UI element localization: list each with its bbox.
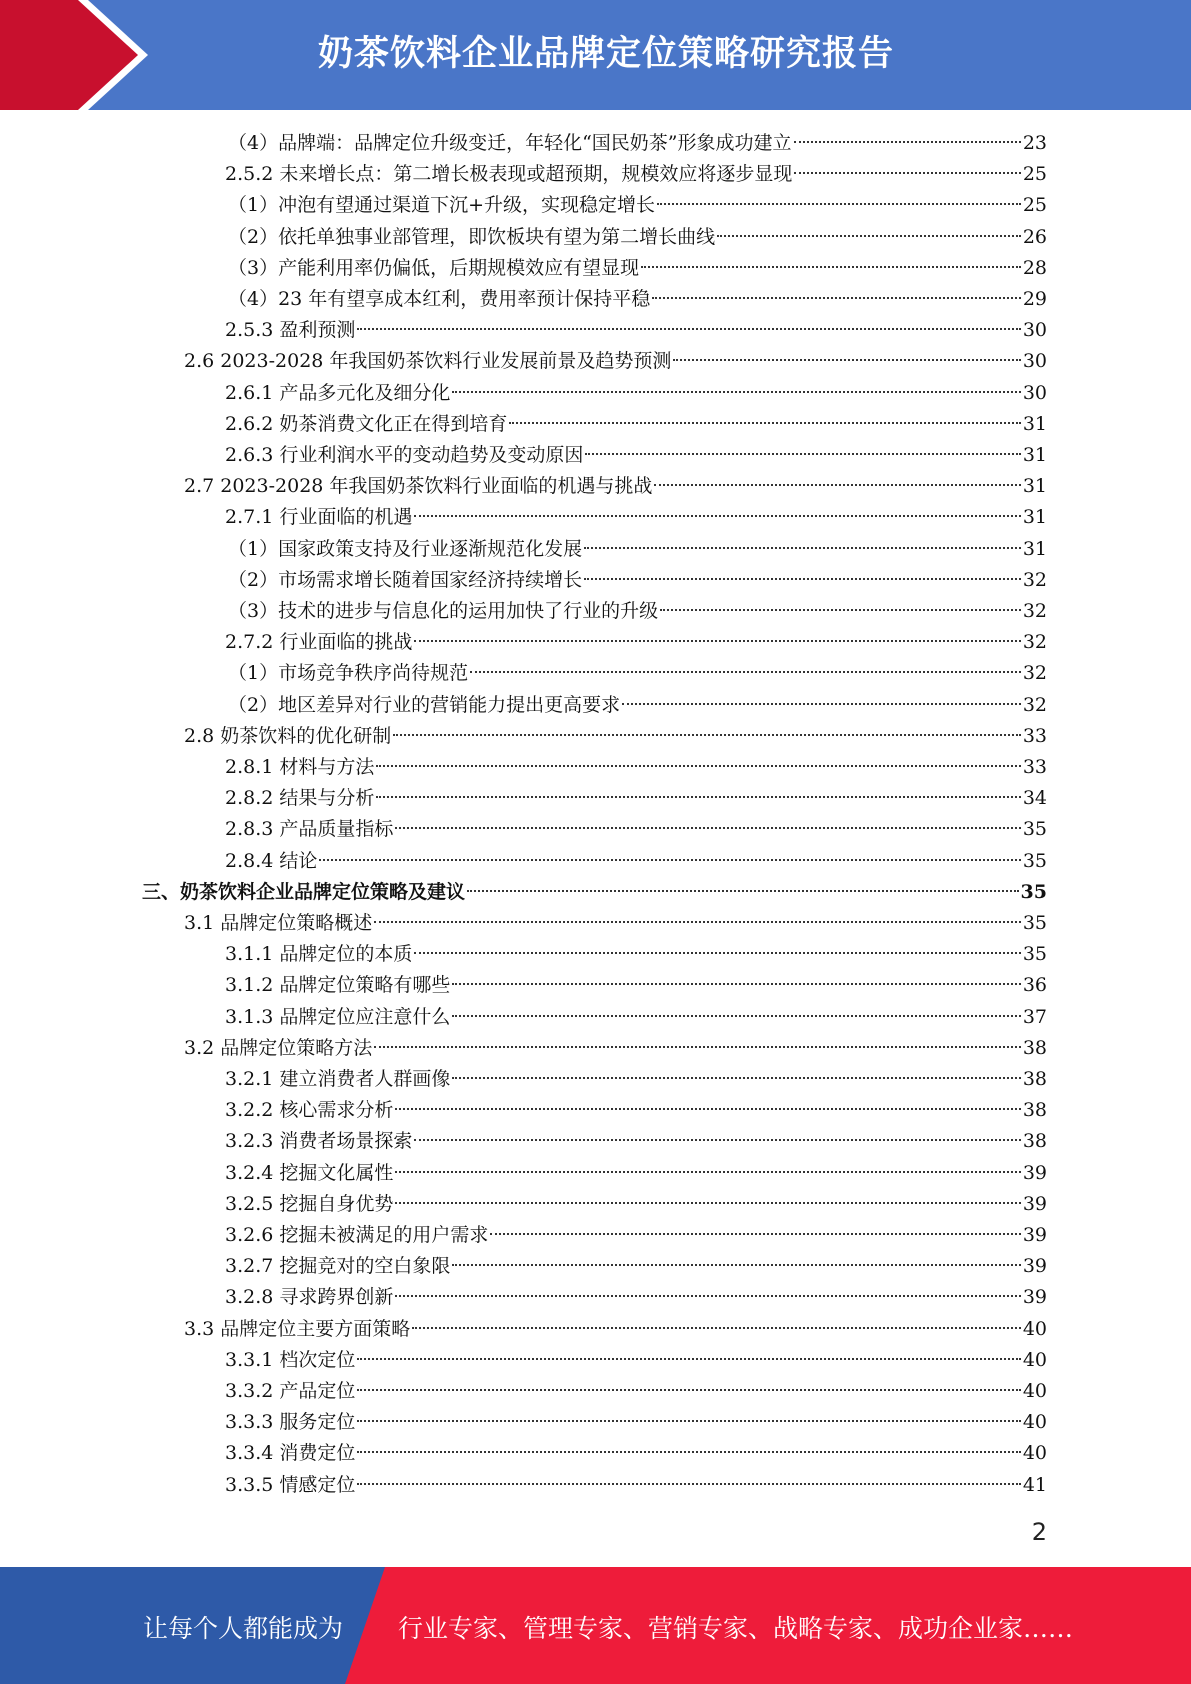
toc-entry-title: 3.3 品牌定位主要方面策略: [184, 1317, 411, 1340]
toc-entry-page: 35: [1022, 943, 1047, 966]
toc-entry[interactable]: [184, 908, 1047, 939]
toc-entry-page: 35: [1022, 912, 1047, 934]
toc-leader-dots: [376, 796, 1020, 798]
footer-slogan-left: 让每个人都能成为: [143, 1614, 344, 1643]
toc-entry[interactable]: [225, 440, 1047, 471]
toc-entry-title: 2.8.1 材料与方法: [225, 756, 375, 778]
toc-entry[interactable]: [184, 346, 1047, 377]
toc-entry-title: 2.6.1 产品多元化及细分化: [225, 381, 451, 404]
toc-entry-title: 3.2.1 建立消费者人群画像: [225, 1068, 451, 1090]
toc-leader-dots: [357, 1451, 1020, 1453]
toc-entry-page: 23: [1022, 132, 1047, 154]
toc-entry[interactable]: [225, 1345, 1047, 1376]
toc-entry[interactable]: [225, 1470, 1047, 1501]
toc-entry-page: 30: [1022, 350, 1047, 373]
toc-entry-title: 2.8.4 结论: [225, 849, 318, 872]
toc-leader-dots: [641, 266, 1021, 268]
toc-entry-title: （4）23 年有望享成本红利，费用率预计保持平稳: [228, 288, 651, 310]
toc-leader-dots: [470, 671, 1021, 673]
toc-leader-dots: [357, 1483, 1020, 1485]
toc-entry-page: 25: [1022, 194, 1047, 217]
toc-entry-page: 35: [1020, 880, 1047, 903]
toc-entry-title: 3.2.5 挖掘自身优势: [225, 1192, 394, 1215]
toc-entry-title: 2.5.2 未来增长点：第二增长极表现或超预期，规模效应将逐步显现: [225, 163, 793, 186]
toc-leader-dots: [467, 890, 1019, 892]
toc-entry-title: 三、奶茶饮料企业品牌定位策略及建议: [142, 880, 466, 903]
toc-entry-page: 38: [1022, 1068, 1047, 1090]
toc-leader-dots: [357, 1358, 1020, 1360]
toc-entry[interactable]: [228, 253, 1047, 284]
toc-entry-title: （1）市场竞争秩序尚待规范: [228, 662, 469, 685]
toc-entry-page: 32: [1022, 693, 1047, 716]
toc-leader-dots: [395, 1295, 1020, 1297]
toc-entry-page: 40: [1022, 1442, 1047, 1465]
toc-entry-title: 2.7 2023-2028 年我国奶茶饮料行业面临的机遇与挑战: [184, 475, 653, 498]
toc-entry-page: 32: [1022, 631, 1047, 654]
toc-entry-title: 3.3.4 消费定位: [225, 1442, 356, 1465]
toc-entry[interactable]: [225, 752, 1047, 783]
toc-leader-dots: [376, 765, 1020, 767]
toc-entry-title: （2）市场需求增长随着国家经济持续增长: [228, 568, 583, 591]
toc-entry-title: 3.1.1 品牌定位的本质: [225, 943, 413, 966]
toc-leader-dots: [657, 203, 1021, 205]
toc-entry[interactable]: [225, 1282, 1047, 1313]
toc-entry-page: 35: [1022, 818, 1047, 841]
toc-entry[interactable]: [225, 1438, 1047, 1469]
toc-entry[interactable]: [228, 658, 1047, 689]
toc-entry[interactable]: [225, 1158, 1047, 1189]
toc-entry[interactable]: [228, 565, 1047, 596]
toc-entry-title: （2）地区差异对行业的营销能力提出更高要求: [228, 693, 621, 716]
toc-entry-title: 3.2 品牌定位策略方法: [184, 1036, 373, 1059]
toc-entry[interactable]: [228, 534, 1047, 565]
toc-entry-page: 40: [1022, 1348, 1047, 1371]
toc-leader-dots: [673, 359, 1020, 361]
toc-entry-page: 30: [1022, 319, 1047, 342]
toc-entry-title: 2.5.3 盈利预测: [225, 319, 356, 342]
toc-entry-title: 2.8.3 产品质量指标: [225, 818, 394, 841]
toc-leader-dots: [509, 422, 1020, 424]
toc-entry[interactable]: [142, 877, 1047, 908]
toc-entry[interactable]: [184, 1033, 1047, 1064]
toc-entry-page: 31: [1022, 412, 1047, 435]
toc-entry-title: 3.2.2 核心需求分析: [225, 1099, 394, 1122]
toc-entry[interactable]: [225, 1095, 1047, 1126]
toc-leader-dots: [794, 172, 1020, 174]
toc-entry-page: 38: [1022, 1036, 1047, 1059]
toc-leader-dots: [357, 1389, 1020, 1391]
toc-leader-dots: [393, 734, 1021, 736]
toc-entry-page: 35: [1022, 849, 1047, 872]
toc-entry[interactable]: [225, 1376, 1047, 1407]
toc-leader-dots: [622, 703, 1021, 705]
toc-leader-dots: [452, 1264, 1020, 1266]
toc-leader-dots: [395, 1108, 1020, 1110]
toc-entry-title: 2.6.2 奶茶消费文化正在得到培育: [225, 412, 508, 435]
toc-entry-title: （1）国家政策支持及行业逐渐规范化发展: [228, 537, 583, 560]
toc-entry-page: 32: [1022, 568, 1047, 591]
toc-entry-page: 31: [1022, 537, 1047, 560]
toc-leader-dots: [414, 515, 1020, 517]
toc-entry[interactable]: [228, 284, 1047, 315]
toc-entry-page: 40: [1022, 1411, 1047, 1434]
toc-entry[interactable]: [225, 970, 1047, 1001]
toc-entry[interactable]: [225, 939, 1047, 970]
toc-entry[interactable]: [225, 1251, 1047, 1282]
toc-leader-dots: [357, 328, 1020, 330]
toc-leader-dots: [452, 391, 1020, 393]
toc-entry-page: 32: [1022, 662, 1047, 685]
toc-leader-dots: [319, 859, 1020, 861]
toc-entry-title: 3.3.5 情感定位: [225, 1473, 356, 1496]
toc-entry-page: 29: [1022, 288, 1047, 310]
toc-leader-dots: [660, 609, 1021, 611]
toc-entry-page: 25: [1022, 163, 1047, 186]
toc-leader-dots: [395, 1171, 1020, 1173]
toc-entry[interactable]: [225, 1064, 1047, 1095]
page-header: [0, 0, 1191, 110]
toc-leader-dots: [395, 827, 1020, 829]
toc-entry-title: 2.6.3 行业利润水平的变动趋势及变动原因: [225, 444, 584, 466]
toc-entry[interactable]: [225, 1189, 1047, 1220]
toc-entry-title: 3.2.4 挖掘文化属性: [225, 1161, 394, 1184]
toc-entry-title: 2.6 2023-2028 年我国奶茶饮料行业发展前景及趋势预测: [184, 350, 672, 373]
toc-leader-dots: [374, 1046, 1021, 1048]
toc-entry-page: 31: [1022, 506, 1047, 529]
toc-leader-dots: [584, 547, 1021, 549]
toc-entry-title: 3.3.3 服务定位: [225, 1411, 356, 1434]
toc-entry-title: 3.3.2 产品定位: [225, 1380, 356, 1402]
toc-entry-page: 39: [1022, 1224, 1047, 1246]
toc-entry-page: 39: [1022, 1192, 1047, 1215]
toc-entry-page: 39: [1022, 1161, 1047, 1184]
page-number: 2: [1031, 1518, 1047, 1546]
toc-leader-dots: [414, 640, 1020, 642]
report-title: 奶茶饮料企业品牌定位策略研究报告: [318, 34, 895, 74]
toc-entry-page: 36: [1022, 974, 1047, 997]
toc-entry[interactable]: [228, 596, 1047, 627]
toc-entry[interactable]: [228, 190, 1047, 221]
toc-entry[interactable]: [225, 409, 1047, 440]
toc-entry-title: 3.3.1 档次定位: [225, 1348, 356, 1371]
toc-entry[interactable]: [228, 222, 1047, 253]
toc-entry[interactable]: [225, 378, 1047, 409]
toc-entry-title: 2.7.2 行业面临的挑战: [225, 631, 413, 654]
toc-entry[interactable]: [225, 627, 1047, 658]
toc-entry[interactable]: [184, 1314, 1047, 1345]
toc-entry[interactable]: [225, 159, 1047, 190]
toc-leader-dots: [412, 1327, 1021, 1329]
toc-entry-page: 33: [1022, 724, 1047, 747]
toc-entry-page: 31: [1022, 444, 1047, 466]
toc-leader-dots: [452, 1077, 1020, 1079]
toc-entry[interactable]: [225, 315, 1047, 346]
toc-entry[interactable]: [225, 1002, 1047, 1033]
toc-leader-dots: [585, 453, 1020, 455]
toc-leader-dots: [414, 952, 1020, 954]
toc-entry-title: 2.7.1 行业面临的机遇: [225, 506, 413, 529]
toc-entry-title: （1）冲泡有望通过渠道下沉+升级，实现稳定增长: [228, 194, 656, 217]
toc-entry-page: 37: [1022, 1005, 1047, 1028]
toc-entry-page: 31: [1022, 475, 1047, 498]
toc-leader-dots: [374, 921, 1021, 923]
toc-entry[interactable]: [184, 471, 1047, 502]
toc-entry-page: 30: [1022, 381, 1047, 404]
toc-leader-dots: [584, 578, 1021, 580]
toc-entry-title: 2.8 奶茶饮料的优化研制: [184, 724, 392, 747]
toc-entry-title: （4）品牌端：品牌定位升级变迁，年轻化“国民奶茶”形象成功建立: [228, 132, 792, 154]
toc-entry-title: 3.2.8 寻求跨界创新: [225, 1286, 394, 1309]
toc-entry-page: 33: [1022, 756, 1047, 778]
toc-entry[interactable]: [225, 1220, 1047, 1251]
toc-entry[interactable]: [225, 846, 1047, 877]
toc-entry[interactable]: [225, 502, 1047, 533]
toc-entry-page: 28: [1022, 256, 1047, 279]
toc-entry-page: 38: [1022, 1099, 1047, 1122]
toc-leader-dots: [490, 1233, 1020, 1235]
toc-entry[interactable]: [225, 1126, 1047, 1157]
toc-leader-dots: [452, 983, 1020, 985]
toc-entry[interactable]: [184, 721, 1047, 752]
toc-leader-dots: [452, 1015, 1020, 1017]
toc-entry-page: 34: [1022, 787, 1047, 810]
toc-leader-dots: [414, 1139, 1020, 1141]
toc-entry-title: 3.1.3 品牌定位应注意什么: [225, 1005, 451, 1028]
toc-entry-title: 3.2.3 消费者场景探索: [225, 1130, 413, 1153]
toc-leader-dots: [395, 1202, 1020, 1204]
toc-leader-dots: [357, 1420, 1020, 1422]
toc-entry-page: 26: [1022, 225, 1047, 248]
toc-entry-page: 39: [1022, 1255, 1047, 1278]
toc-entry-title: （3）产能利用率仍偏低，后期规模效应有望显现: [228, 256, 640, 279]
toc-entry[interactable]: [228, 128, 1047, 159]
toc-entry[interactable]: [225, 814, 1047, 845]
toc-entry[interactable]: [228, 690, 1047, 721]
toc-entry-title: 3.1 品牌定位策略概述: [184, 912, 373, 934]
page-footer: [0, 1567, 1191, 1684]
toc-leader-dots: [794, 141, 1021, 143]
toc-entry-page: 40: [1022, 1317, 1047, 1340]
toc-entry-page: 39: [1022, 1286, 1047, 1309]
toc-entry-title: 2.8.2 结果与分析: [225, 787, 375, 810]
toc-leader-dots: [717, 235, 1021, 237]
toc-entry-title: 3.2.6 挖掘未被满足的用户需求: [225, 1224, 489, 1246]
toc-entry-page: 41: [1022, 1473, 1047, 1496]
toc-entry-title: 3.2.7 挖掘竞对的空白象限: [225, 1255, 451, 1278]
toc-leader-dots: [652, 297, 1021, 299]
toc-leader-dots: [654, 484, 1020, 486]
toc-entry[interactable]: [225, 1407, 1047, 1438]
toc-entry[interactable]: [225, 783, 1047, 814]
footer-slogan-right: 行业专家、管理专家、营销专家、战略专家、成功企业家……: [398, 1614, 1074, 1643]
toc-entry-title: （3）技术的进步与信息化的运用加快了行业的升级: [228, 600, 659, 622]
toc-entry-title: 3.1.2 品牌定位策略有哪些: [225, 974, 451, 997]
toc-entry-title: （2）依托单独事业部管理，即饮板块有望为第二增长曲线: [228, 225, 716, 248]
toc-entry-page: 38: [1022, 1130, 1047, 1153]
toc-entry-page: 40: [1022, 1380, 1047, 1402]
toc-entry-page: 32: [1022, 600, 1047, 622]
